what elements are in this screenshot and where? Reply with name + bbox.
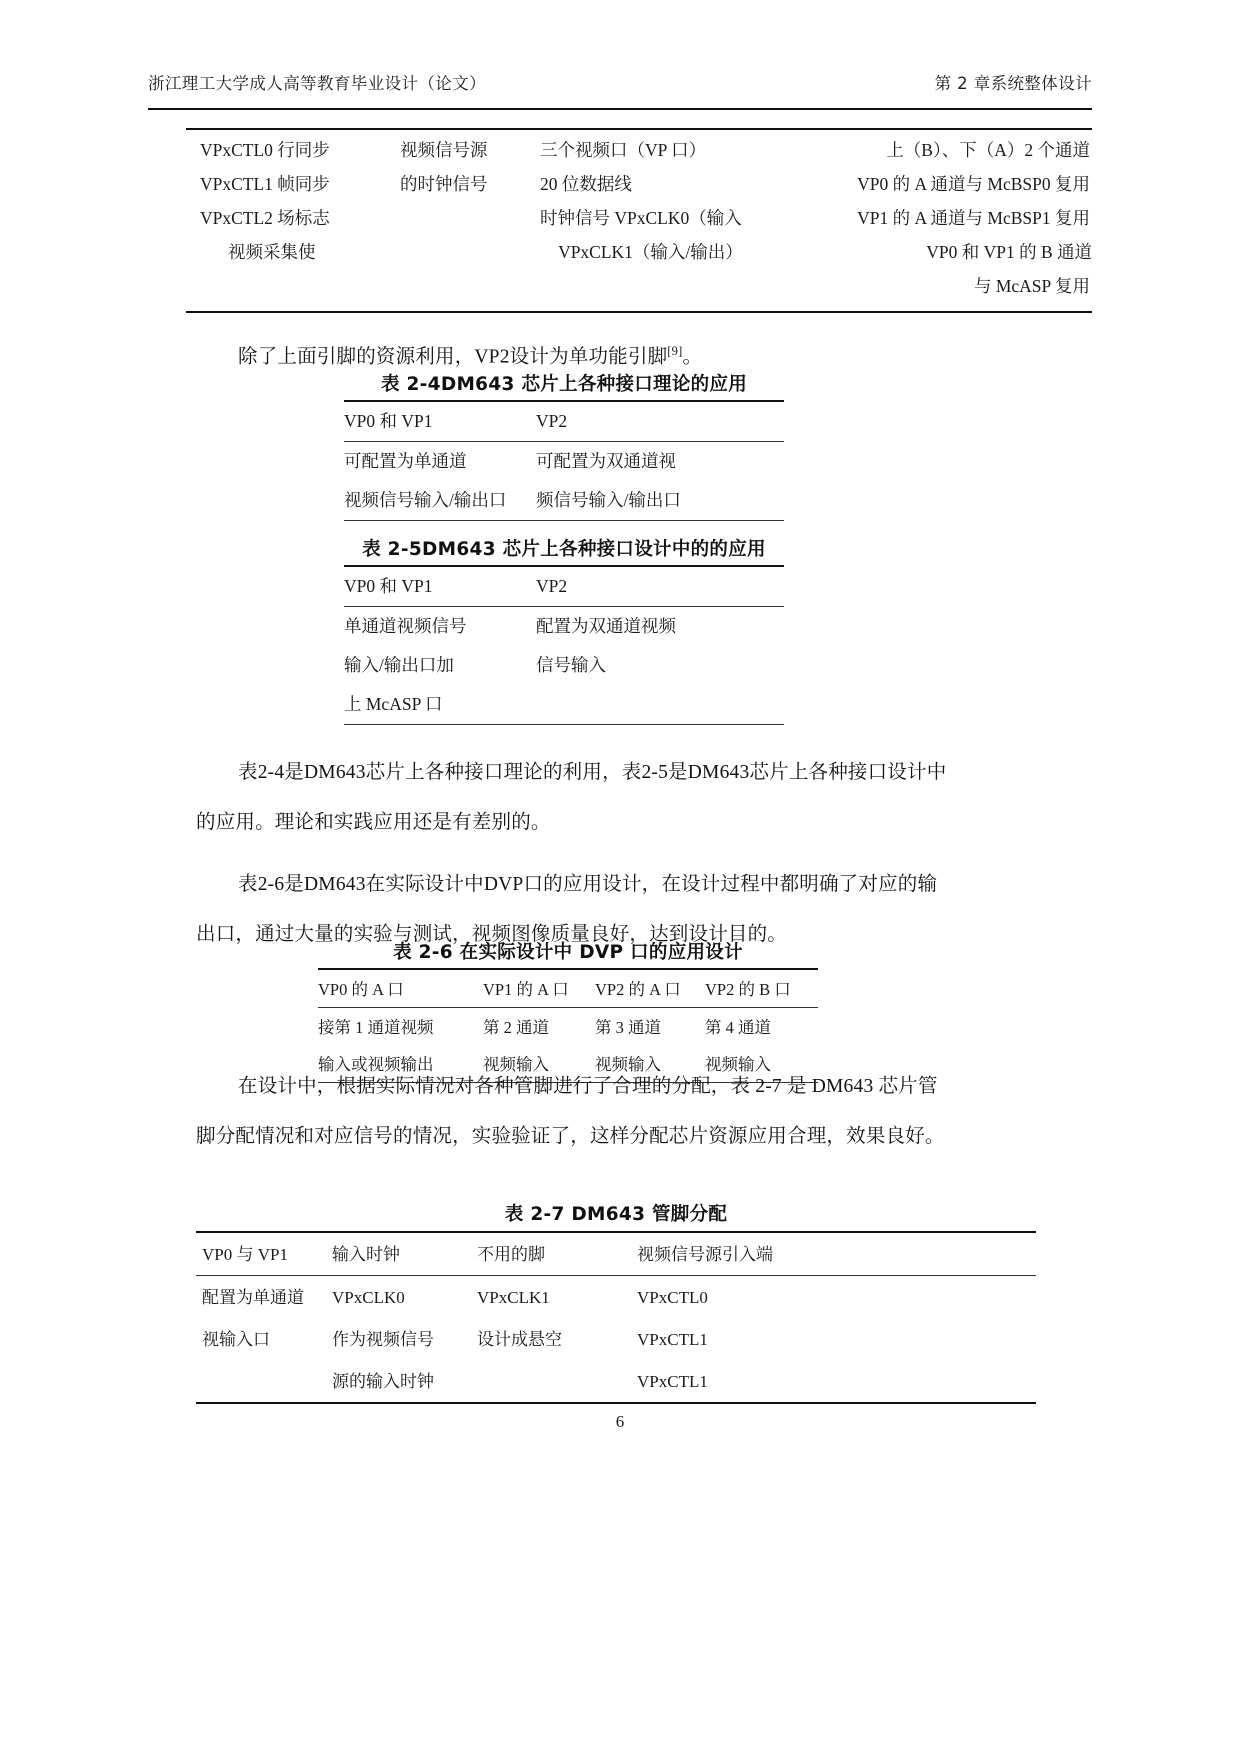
table-row (186, 137, 1092, 171)
cell-col4: 上（B）、下（A）2 个通道 (886, 140, 1090, 160)
table-row (186, 239, 1092, 273)
column-header-vp1-a: VP1 的 A 口 (483, 980, 569, 999)
cell-col3: 三个视频口（VP 口） (540, 140, 707, 160)
paragraph-line-text: 出口，通过大量的实验与测试，视频图像质量良好，达到设计目的。 (196, 924, 788, 945)
cell-col4: 与 McASP 复用 (973, 276, 1090, 296)
cell-col1: 可配置为单通道 (344, 451, 467, 471)
cell-col1: 视频采集使 (228, 242, 316, 262)
cell-col1: 配置为单通道 (202, 1288, 304, 1307)
cell-col1: VPxCTL2 场标志 (200, 208, 330, 228)
cell-col1: 接第 1 通道视频 (318, 1018, 434, 1037)
cell-col4: VPxCTL1 (637, 1372, 708, 1391)
cell-col4: VPxCTL1 (637, 1330, 708, 1349)
table-2-5-caption: 表 2-5DM643 芯片上各种接口设计中的的应用 (362, 539, 766, 560)
citation-ref: [9] (667, 344, 683, 358)
table-header-row (318, 970, 818, 1007)
paragraph-tables-24-25 (196, 748, 1076, 848)
table-row (196, 1276, 1036, 1318)
cell-col3: VPxCLK1（输入/输出） (558, 242, 743, 262)
column-header-input-clock: 输入时钟 (332, 1245, 400, 1264)
table-2-6-caption: 表 2-6 在实际设计中 DVP 口的应用设计 (393, 942, 743, 963)
table-header-row (344, 402, 784, 441)
cell-col2: 配置为双通道视频 (536, 616, 676, 636)
cell-col2: VPxCLK0 (332, 1288, 405, 1307)
table-row (344, 607, 784, 646)
cell-col3: 20 位数据线 (540, 174, 632, 194)
table-2-7-bottom-rule (196, 1402, 1036, 1404)
column-header-vp0-a: VP0 的 A 口 (318, 980, 404, 999)
paragraph-line (196, 748, 1076, 798)
cell-col4: VP0 和 VP1 的 B 通道 (926, 242, 1092, 262)
cell-col3: 设计成悬空 (477, 1330, 562, 1349)
cell-col2: 可配置为双通道视 (536, 451, 676, 471)
cell-col2: 的时钟信号 (400, 174, 488, 194)
cell-col1: 输入或视频输出 (318, 1055, 434, 1074)
paragraph-line-text: 在设计中，根据实际情况对各种管脚进行了合理的分配，表 2-7 是 DM643 芯片管 (238, 1076, 938, 1097)
column-header-vp0-vp1: VP0 和 VP1 (344, 576, 433, 596)
cell-col2: 第 2 通道 (483, 1018, 549, 1037)
cell-col4: 第 4 通道 (705, 1018, 771, 1037)
table-2-7 (196, 1200, 1036, 1404)
header-divider (148, 108, 1092, 110)
header-right-chapter: 第 2 章系统整体设计 (934, 74, 1092, 93)
table-row (344, 442, 784, 481)
column-header-unused-pin: 不用的脚 (477, 1245, 545, 1264)
table-row (196, 1360, 1036, 1402)
paragraph-intro-text: 除了上面引脚的资源利用，VP2设计为单功能引脚 (238, 346, 668, 368)
table-continuation (186, 128, 1092, 313)
cell-col4: 视频输入 (705, 1055, 771, 1074)
cell-col4: VP0 的 A 通道与 McBSP0 复用 (857, 174, 1090, 194)
column-header-vp0-vp1: VP0 与 VP1 (202, 1245, 288, 1264)
table-2-4-bottom-rule (344, 520, 784, 521)
table-row (344, 646, 784, 685)
table-2-5 (344, 535, 784, 725)
column-header-vp2: VP2 (536, 411, 568, 431)
table-row (186, 171, 1092, 205)
table-row (318, 1008, 818, 1045)
paragraph-line (196, 860, 1076, 910)
cell-col1: 输入/输出口加 (344, 655, 454, 675)
table-row (344, 481, 784, 520)
paragraph-line-text: 的应用。理论和实践应用还是有差别的。 (196, 812, 551, 833)
cell-col2: 视频输入 (483, 1055, 549, 1074)
column-header-vp2-b: VP2 的 B 口 (705, 980, 791, 999)
cell-col3: 第 3 通道 (595, 1018, 661, 1037)
paragraph-table-27 (196, 1062, 1086, 1162)
paragraph-line (196, 1112, 1086, 1162)
cell-col3: 视频输入 (595, 1055, 661, 1074)
paragraph-line-text: 表2-6是DM643在实际设计中DVP口的应用设计，在设计过程中都明确了对应的输 (238, 874, 938, 895)
cell-col4: VPxCTL0 (637, 1288, 708, 1307)
paragraph-intro-tail: 。 (682, 346, 703, 368)
table-2-5-bottom-rule (344, 724, 784, 725)
cell-col4: VP1 的 A 通道与 McBSP1 复用 (857, 208, 1090, 228)
table-2-4 (344, 370, 784, 521)
paragraph-line (196, 1062, 1086, 1112)
table-row (186, 273, 1092, 307)
cell-col1: 视频信号输入/输出口 (344, 490, 507, 510)
cell-col3: 时钟信号 VPxCLK0（输入 (540, 208, 742, 228)
column-header-vp2-a: VP2 的 A 口 (595, 980, 681, 999)
cell-col3: VPxCLK1 (477, 1288, 550, 1307)
table-row (196, 1318, 1036, 1360)
table-2-7-caption: 表 2-7 DM643 管脚分配 (504, 1204, 728, 1225)
cell-col1: 视输入口 (202, 1330, 270, 1349)
column-header-vp0-vp1: VP0 和 VP1 (344, 411, 433, 431)
paragraph-line-text: 脚分配情况和对应信号的情况，实验验证了，这样分配芯片资源应用合理，效果良好。 (196, 1126, 945, 1147)
table-row (344, 685, 784, 724)
paragraph-line-text: 表2-4是DM643芯片上各种接口理论的利用，表2-5是DM643芯片上各种接口设计中 (238, 762, 947, 783)
cell-col2: 频信号输入/输出口 (536, 490, 681, 510)
running-header (148, 70, 1092, 94)
header-left-title: 浙江理工大学成人高等教育毕业设计（论文） (148, 74, 486, 93)
cell-col2: 视频信号源 (400, 140, 488, 160)
table-header-row (344, 567, 784, 606)
cell-col1: VPxCTL1 帧同步 (200, 174, 330, 194)
table-continuation-body (186, 130, 1092, 307)
cell-col2: 作为视频信号 (332, 1330, 434, 1349)
cell-col2: 信号输入 (536, 655, 606, 675)
paragraph-line (196, 798, 1076, 848)
table-bottom-rule (186, 311, 1092, 313)
cell-col1: 单通道视频信号 (344, 616, 467, 636)
table-row (186, 205, 1092, 239)
column-header-vp2: VP2 (536, 576, 568, 596)
cell-col1: VPxCTL0 行同步 (200, 140, 330, 160)
page-number: 6 (615, 1412, 625, 1431)
table-header-row (196, 1233, 1036, 1275)
table-2-4-caption: 表 2-4DM643 芯片上各种接口理论的应用 (380, 374, 748, 395)
column-header-video-source: 视频信号源引入端 (637, 1245, 773, 1264)
cell-col2: 源的输入时钟 (332, 1372, 434, 1391)
cell-col1: 上 McASP 口 (344, 694, 443, 714)
